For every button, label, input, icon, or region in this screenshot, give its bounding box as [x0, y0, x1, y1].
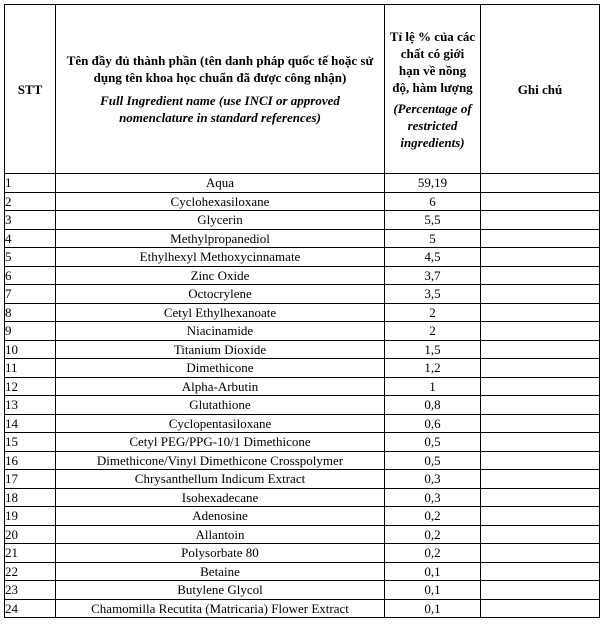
stt-cell: 3 [5, 211, 56, 230]
stt-cell: 10 [5, 340, 56, 359]
table-row [5, 322, 600, 341]
ingredient-name-cell: Ethylhexyl Methoxycinnamate [56, 248, 385, 267]
percentage-cell: 0,2 [385, 544, 481, 563]
note-cell [481, 451, 600, 470]
ingredient-name-header-en: Full Ingredient name (use INCI or approved nomenclature in standard references) [100, 93, 340, 125]
percentage-header [385, 5, 481, 174]
stt-cell: 12 [5, 377, 56, 396]
stt-cell: 2 [5, 192, 56, 211]
ingredient-table [4, 4, 600, 618]
ingredient-name-cell: Cyclohexasiloxane [56, 192, 385, 211]
stt-cell: 5 [5, 248, 56, 267]
stt-cell: 8 [5, 303, 56, 322]
percentage-cell: 0,2 [385, 507, 481, 526]
ingredient-name-cell: Allantoin [56, 525, 385, 544]
ingredient-name-cell: Cetyl PEG/PPG-10/1 Dimethicone [56, 433, 385, 452]
note-cell [481, 433, 600, 452]
stt-cell: 9 [5, 322, 56, 341]
ingredient-name-cell: Cyclopentasiloxane [56, 414, 385, 433]
note-cell [481, 285, 600, 304]
stt-cell: 7 [5, 285, 56, 304]
percentage-cell: 3,7 [385, 266, 481, 285]
percentage-cell: 0,1 [385, 581, 481, 600]
percentage-cell: 59,19 [385, 174, 481, 193]
percentage-cell: 0,8 [385, 396, 481, 415]
note-cell [481, 322, 600, 341]
note-cell [481, 359, 600, 378]
stt-cell: 11 [5, 359, 56, 378]
table-row [5, 470, 600, 489]
note-cell [481, 266, 600, 285]
table-row [5, 248, 600, 267]
ingredient-name-cell: Methylpropanediol [56, 229, 385, 248]
stt-header: STT [5, 5, 56, 174]
table-row [5, 433, 600, 452]
percentage-cell: 2 [385, 303, 481, 322]
stt-cell: 4 [5, 229, 56, 248]
note-cell [481, 340, 600, 359]
stt-cell: 24 [5, 599, 56, 618]
percentage-cell: 0,1 [385, 562, 481, 581]
stt-cell: 13 [5, 396, 56, 415]
table-row [5, 229, 600, 248]
note-cell [481, 488, 600, 507]
percentage-cell: 0,1 [385, 599, 481, 618]
ingredient-name-cell: Alpha-Arbutin [56, 377, 385, 396]
stt-cell: 20 [5, 525, 56, 544]
percentage-cell: 1 [385, 377, 481, 396]
percentage-cell: 5 [385, 229, 481, 248]
note-cell [481, 414, 600, 433]
stt-cell: 22 [5, 562, 56, 581]
ingredient-name-cell: Niacinamide [56, 322, 385, 341]
percentage-cell: 0,3 [385, 470, 481, 489]
percentage-cell: 0,2 [385, 525, 481, 544]
table-row [5, 414, 600, 433]
table-row [5, 303, 600, 322]
note-cell [481, 303, 600, 322]
ingredient-name-cell: Aqua [56, 174, 385, 193]
note-cell [481, 507, 600, 526]
percentage-cell: 0,5 [385, 433, 481, 452]
percentage-cell: 6 [385, 192, 481, 211]
table-row [5, 562, 600, 581]
note-cell [481, 581, 600, 600]
table-row [5, 377, 600, 396]
table-row [5, 359, 600, 378]
table-row [5, 266, 600, 285]
ingredient-name-cell: Zinc Oxide [56, 266, 385, 285]
table-row [5, 340, 600, 359]
table-row [5, 599, 600, 618]
table-row [5, 396, 600, 415]
note-header: Ghi chú [481, 5, 600, 174]
stt-cell: 17 [5, 470, 56, 489]
ingredient-name-cell: Glutathione [56, 396, 385, 415]
table-row [5, 211, 600, 230]
note-cell [481, 192, 600, 211]
stt-cell: 14 [5, 414, 56, 433]
stt-cell: 19 [5, 507, 56, 526]
percentage-cell: 1,2 [385, 359, 481, 378]
percentage-cell: 0,3 [385, 488, 481, 507]
note-cell [481, 525, 600, 544]
percentage-cell: 0,6 [385, 414, 481, 433]
stt-cell: 18 [5, 488, 56, 507]
table-row [5, 285, 600, 304]
percentage-cell: 3,5 [385, 285, 481, 304]
ingredient-name-cell: Chrysanthellum Indicum Extract [56, 470, 385, 489]
percentage-header-vi: Tỉ lệ % của các chất có giới hạn về nồng độ, hàm lượng [389, 28, 476, 95]
note-cell [481, 229, 600, 248]
percentage-cell: 4,5 [385, 248, 481, 267]
note-cell [481, 396, 600, 415]
table-row [5, 488, 600, 507]
percentage-cell: 0,5 [385, 451, 481, 470]
ingredient-name-cell: Betaine [56, 562, 385, 581]
note-cell [481, 562, 600, 581]
ingredient-name-header [56, 5, 385, 174]
ingredient-name-cell: Cetyl Ethylhexanoate [56, 303, 385, 322]
table-header [5, 5, 600, 174]
stt-cell: 23 [5, 581, 56, 600]
note-cell [481, 174, 600, 193]
stt-cell: 6 [5, 266, 56, 285]
percentage-cell: 2 [385, 322, 481, 341]
ingredient-name-cell: Dimethicone/Vinyl Dimethicone Crosspolymer [56, 451, 385, 470]
ingredient-name-cell: Glycerin [56, 211, 385, 230]
table-row [5, 174, 600, 193]
table-row [5, 451, 600, 470]
table-row [5, 525, 600, 544]
note-cell [481, 377, 600, 396]
note-cell [481, 248, 600, 267]
percentage-cell: 1,5 [385, 340, 481, 359]
percentage-header-en: (Percentage of restricted ingredients) [393, 100, 472, 150]
ingredient-name-cell: Dimethicone [56, 359, 385, 378]
table-row [5, 581, 600, 600]
ingredient-name-cell: Polysorbate 80 [56, 544, 385, 563]
ingredient-name-cell: Butylene Glycol [56, 581, 385, 600]
table-row [5, 192, 600, 211]
table-row [5, 544, 600, 563]
percentage-cell: 5,5 [385, 211, 481, 230]
table-row [5, 507, 600, 526]
stt-cell: 16 [5, 451, 56, 470]
stt-cell: 15 [5, 433, 56, 452]
ingredient-name-cell: Titanium Dioxide [56, 340, 385, 359]
ingredient-name-header-vi: Tên đầy đủ thành phần (tên danh pháp quốc tế hoặc sử dụng tên khoa học chuẩn đã được công nhận) [66, 53, 374, 85]
table-body [5, 174, 600, 618]
note-cell [481, 544, 600, 563]
note-cell [481, 211, 600, 230]
stt-cell: 21 [5, 544, 56, 563]
note-cell [481, 470, 600, 489]
ingredient-name-cell: Octocrylene [56, 285, 385, 304]
note-cell [481, 599, 600, 618]
ingredient-name-cell: Isohexadecane [56, 488, 385, 507]
stt-cell: 1 [5, 174, 56, 193]
header-row [5, 5, 600, 174]
ingredient-name-cell: Adenosine [56, 507, 385, 526]
ingredient-name-cell: Chamomilla Recutita (Matricaria) Flower Extract [56, 599, 385, 618]
